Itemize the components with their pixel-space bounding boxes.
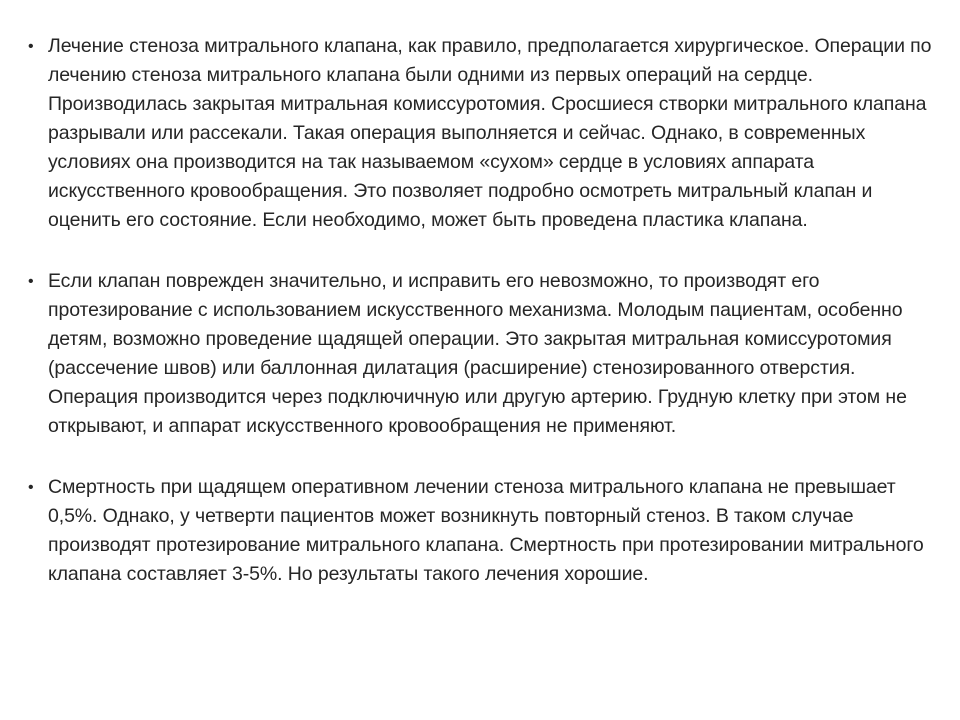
- bullet-item-surgery: [28, 32, 940, 235]
- bullet-icon: •: [28, 38, 34, 55]
- bullet-icon: •: [28, 479, 34, 496]
- paragraph-text: Смертность при щадящем оперативном лечении стеноза митрального клапана не превышает 0,5%. Однако, у четверти пациентов может возникнуть повторный стеноз. В таком случае производят протезирование митрального клапана. Смертность при протезировании митрального клапана составляет 3-5%. Но результаты такого лечения хорошие.: [48, 476, 924, 585]
- bullet-icon: •: [28, 273, 34, 290]
- bullet-list: [28, 32, 940, 589]
- paragraph-text: Если клапан поврежден значительно, и исправить его невозможно, то производят его протезирование с использованием искусственного механизма. Молодым пациентам, особенно детям, возможно проведение щадящей операции. Это закрытая митральная комиссуротомия (рассечение швов) или баллонная дилатация (расширение) стенозированного отверстия. Операция производится через подключичную или другую артерию. Грудную клетку при этом не открывают, и аппарат искусственного кровообращения не применяют.: [48, 270, 907, 437]
- bullet-item-prosthesis: [28, 267, 940, 441]
- bullet-item-mortality: [28, 473, 940, 589]
- paragraph-text: Лечение стеноза митрального клапана, как правило, предполагается хирургическое. Операции по лечению стеноза митрального клапана были одними из первых операций на сердце. Производилась закрытая митральная комиссуротомия. Сросшиеся створки митрального клапана разрывали или рассекали. Такая операция выполняется и сейчас. Однако, в современных условиях она производится на так называемом «сухом» сердце в условиях аппарата искусственного кровообращения. Это позволяет подробно осмотреть митральный клапан и оценить его состояние. Если необходимо, может быть проведена пластика клапана.: [48, 35, 932, 231]
